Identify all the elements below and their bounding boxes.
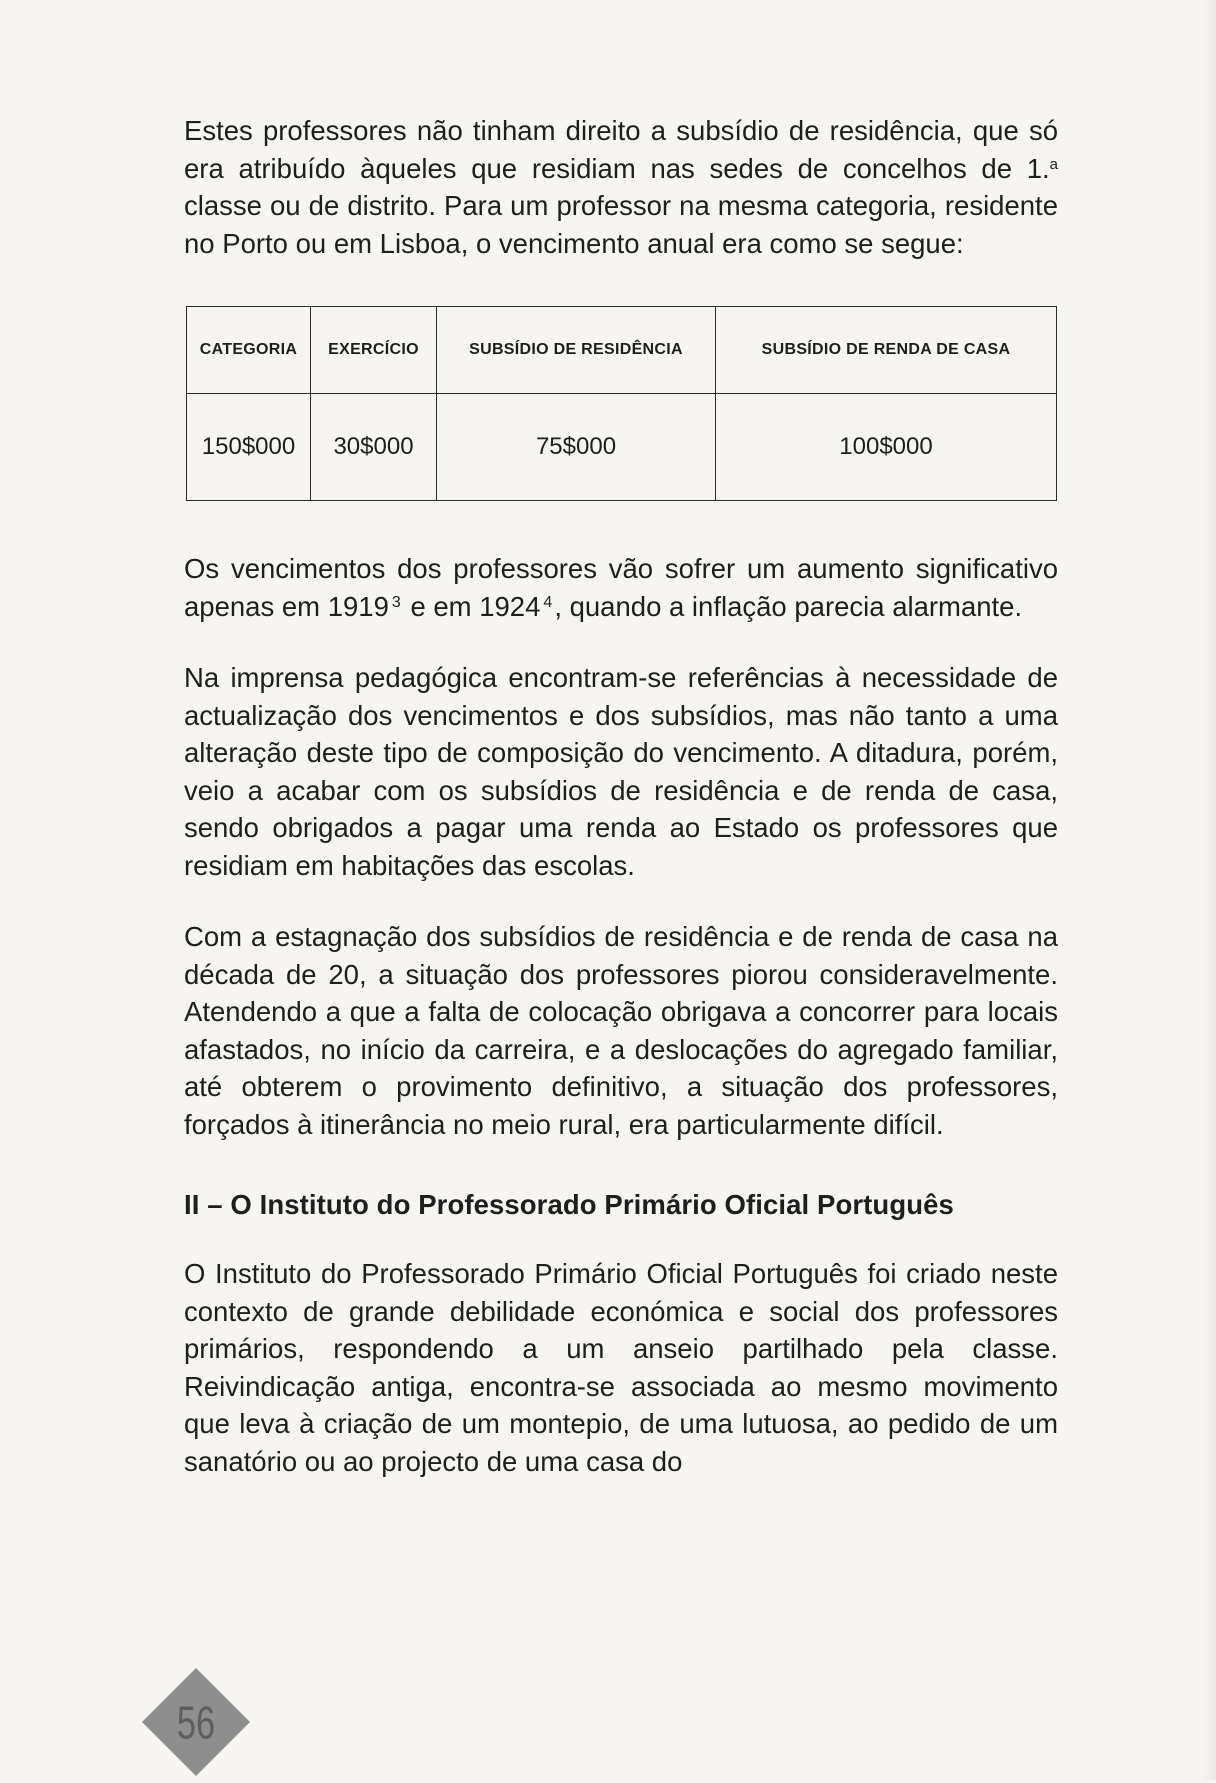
page-edge-shadow [1202,0,1216,1780]
salary-table-row [187,394,1057,501]
cell-exercicio: 30$000 [311,394,437,501]
header-subsidio-renda-casa: SUBSÍDIO DE RENDA DE CASA [716,307,1057,394]
cell-categoria: 150$000 [187,394,311,501]
footnote-ref-3: 3 [391,593,401,611]
header-subsidio-residencia: SUBSÍDIO DE RESIDÊNCIA [437,307,716,394]
cell-subsidio-residencia: 75$000 [437,394,716,501]
header-categoria: CATEGORIA [187,307,311,394]
diamond-icon [140,1666,252,1778]
paragraph-stagnation: Com a estagnação dos subsídios de residência e de renda de casa na década de 20, a situação dos professores piorou consideravelmente. Atendendo a que a falta de colocação obrigava a concorrer para locais afastados, no início da carreira, e a deslocações do agregado familiar, até obterem o provimento definitivo, a situação dos professores, forçados à itinerância no meio rural, era particularmente difícil. [184,921,1058,1140]
paragraph-pedagogical-press: Na imprensa pedagógica encontram-se referências à necessidade de actualização dos vencimentos e dos subsídios, mas não tanto a uma alteração deste tipo de composição do vencimento. A ditadura, porém, veio a acabar com os subsídios de residência e de renda de casa, sendo obrigados a pagar uma renda ao Estado os professores que residiam em habitações das escolas. [184,662,1058,881]
paragraph-subsidies-intro: Estes professores não tinham direito a subsídio de residência, que só era atribuído àqueles que residiam nas sedes de concelhos de 1.$^a$ classe ou de distrito. Para um professor na mesma categoria, residente no Porto ou em Lisboa, o vencimento anual era como se segue: [184,115,1058,259]
section-heading: II – O Instituto do Professorado Primário Oficial Português [184,1189,954,1220]
page-content [184,112,1058,1480]
page-number-badge [140,1666,252,1778]
page-number: 56 [176,1696,216,1749]
ordinal-indicator: a [1049,155,1058,173]
paragraph-instituto: O Instituto do Professorado Primário Oficial Português foi criado neste contexto de grande debilidade económica e social dos professores primários, respondendo a um anseio partilhado pela classe. Reivindicação antiga, encontra-se associada ao mesmo movimento que leva à criação de um montepio, de uma lutuosa, ao pedido de um sanatório ou ao projecto de uma casa do [184,1258,1058,1477]
paragraph-salary-increase: Os vencimentos dos professores vão sofrer um aumento significativo apenas em 1919 $^3$ e em 1924 $^4$, quando a inflação parecia alarmante. [184,553,1058,622]
salary-table [186,306,1057,501]
salary-table-header-row [187,307,1057,394]
header-exercicio: EXERCÍCIO [311,307,437,394]
footnote-ref-4: 4 [543,593,553,611]
cell-subsidio-renda-casa: 100$000 [716,394,1057,501]
